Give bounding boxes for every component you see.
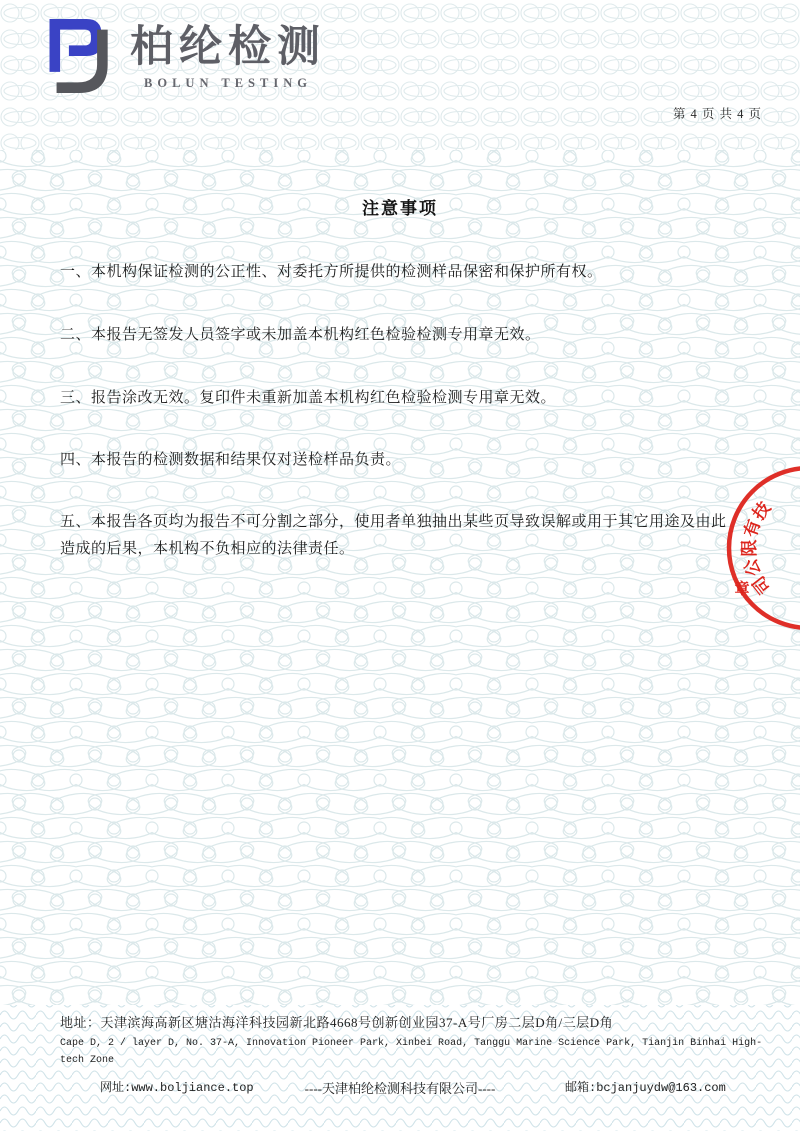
website-url: 网址:www.boljiance.top — [100, 1081, 254, 1095]
notice-item-2: 二、本报告无签发人员签字或未加盖本机构红色检验检测专用章无效。 — [60, 327, 541, 343]
address-cn: 地址：天津滨海高新区塘沽海洋科技园新北路4668号创新创业园37-A号厂房二层D角/三层D角 — [60, 1015, 614, 1030]
notice-item-5: 五、本报告各页均为报告不可分割之部分，使用者单独抽出某些页导致误解或用于其它用途及由此造成的后果，本机构不负相应的法律责任。 — [60, 514, 727, 557]
notice-item-4: 四、本报告的检测数据和结果仅对送检样品负责。 — [60, 452, 402, 468]
company-logo — [46, 14, 326, 98]
email-address: 邮箱:bcjanjuydw@163.com — [565, 1081, 726, 1095]
brand-name-en: BOLUN TESTING — [144, 76, 312, 90]
stamp-arc-char: 公 — [740, 556, 765, 579]
notice-item-1: 一、本机构保证检测的公正性、对委托方所提供的检测样品保密和保护所有权。 — [60, 264, 603, 280]
address-en: Cape D, 2 / layer D, No. 37-A, Innovation Pioneer Park, Xinbei Road, Tanggu Marine Science Park, Tianjin Binhai High-tech Zone — [60, 1038, 763, 1066]
bolun-logo-icon — [46, 14, 120, 98]
footer-bottom-row — [0, 1078, 800, 1098]
page-title: 注意事项 — [362, 199, 438, 218]
stamp-arc-char: 有 — [740, 517, 765, 540]
stamp-arc-char: 司 — [749, 572, 775, 598]
red-seal-stamp-icon — [720, 462, 800, 634]
company-name: ----天津柏纶检测科技有限公司---- — [304, 1081, 496, 1096]
stamp-arc-char: 限 — [739, 539, 759, 557]
brand-name-cn: 柏纶检测 — [130, 24, 326, 71]
page-indicator: 第 4 页 共 4 页 — [672, 107, 762, 121]
notice-item-3: 三、报告涂改无效。复印件未重新加盖本机构红色检验检测专用章无效。 — [60, 390, 557, 406]
stamp-arc-char: 技 — [749, 498, 775, 524]
stamp-bottom-char: 章 — [734, 581, 750, 598]
